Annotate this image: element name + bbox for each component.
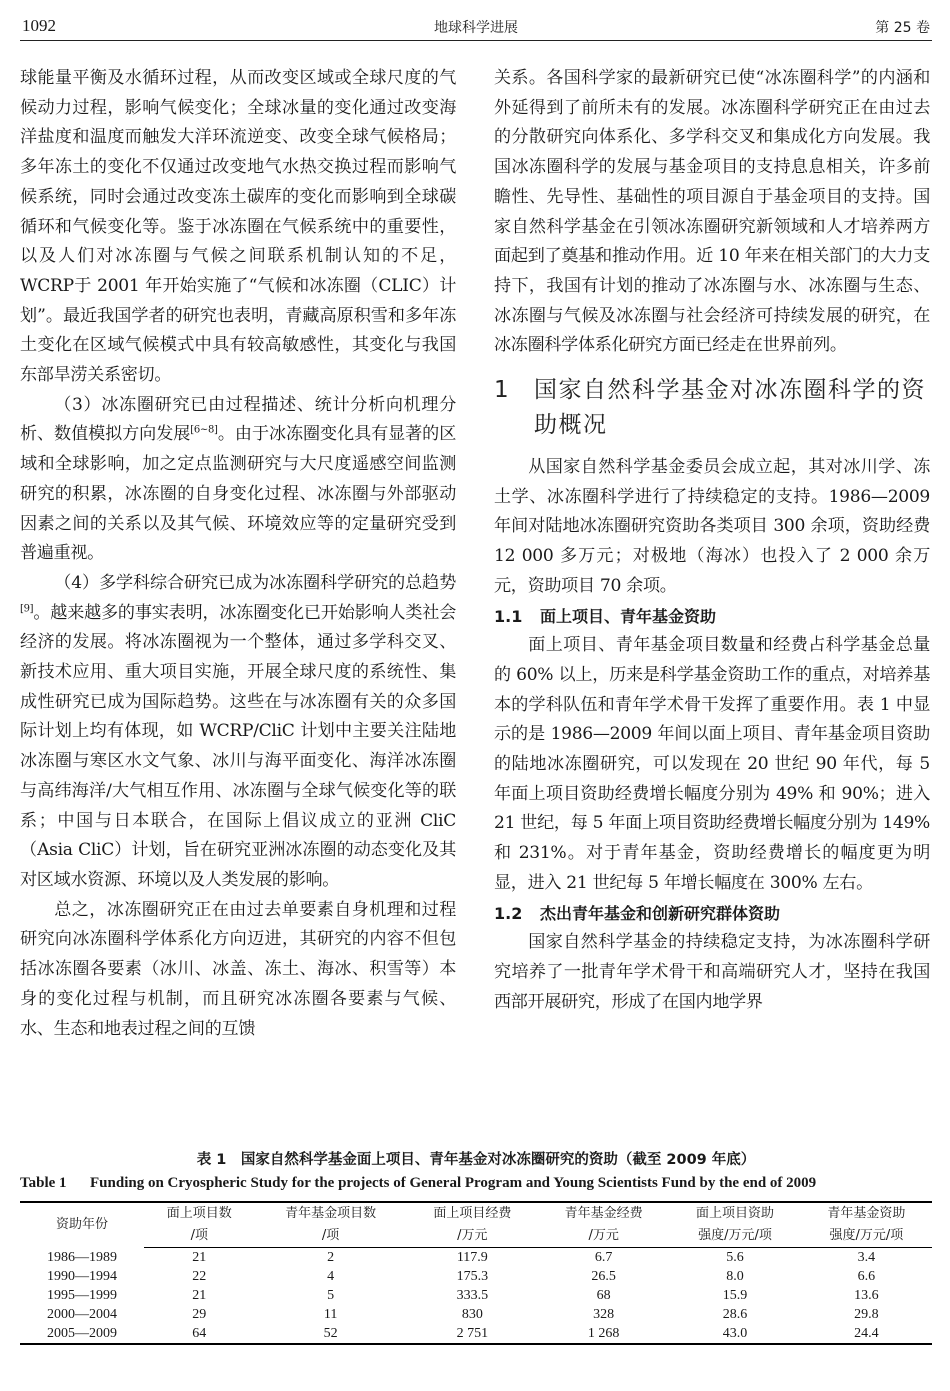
table-cell: 830 [461,1307,483,1322]
table-cell: 21 [192,1288,207,1303]
paragraph: 球能量平衡及水循环过程，从而改变区域或全球尺度的气候动力过程，影响气候变化；全球冰量的变化通过改变海洋盐度和温度而触发大洋环流逆变、改变全球气候格局；多年冻土的变化不仅通过改变地气水热交换过程而影响气候系统，同时会通过改变冻土碳库的变化而影响到全球碳循环和气候变化等。鉴于冰冻圈在气候系统中的重要性，以及人们对冰冻圈与气候之间联系机制认知的不足，WCRP于 2001 年开始实施了“气候和冰冻圈（CLIC）计划”。最近我国学者的研究也表明，青藏高原积雪和多年冻土变化在区域气候模式中具有较高敏感性，其变化与我国东部旱涝关系密切。 [20,68,456,386]
paragraph: （3）冰冻圈研究已由过程描述、统计分析向机理分析、数值模拟方向发展[6~8]。由于冰冻圈变化具有显著的区域和全球影响，加之定点监测研究与大尺度遥感空间监测研究的积累，冰冻圈的自身变化过程、冰冻圈与外部驱动因素之间的关系以及其气候、环境效应等的定量研究受到普遍重视。 [20,394,457,564]
table-cell: 22 [192,1269,207,1284]
table-cell: 2 751 [456,1326,489,1341]
table-cell: 68 [596,1288,611,1303]
paragraph: 从国家自然科学基金委员会成立起，其对冰川学、冻土学、冰冻圈科学进行了持续稳定的支持。1986—2009 年间对陆地冰冻圈研究资助各类项目 300 余项，资助经费 12 000 多万元；对极地（海冰）也投入了 2 000 余万元，资助项目 70 余项。 [494,457,930,596]
header-cell: 青年基金经费 [564,1206,643,1221]
table-cell: 1995—1999 [47,1288,117,1303]
table-cell: 1 268 [587,1326,620,1341]
journal-title: 地球科学进展 [434,20,518,36]
table-cell: 29 [192,1307,207,1322]
table-cell: 2005—2009 [47,1326,117,1341]
table-cell: 5.6 [726,1250,744,1265]
section-number: 1 [494,377,511,404]
page-number: 1092 [22,16,56,35]
header-unit: /万元 [538,1225,669,1248]
header-year: 资助年份 [55,1217,108,1233]
table-cell: 4 [327,1269,335,1284]
paragraph: 总之，冰冻圈研究正在由过去单要素自身机理和过程研究向冰冻圈科学体系化方向迈进，其研究的内容不但包括冰冻圈各要素（冰川、冰盖、冻土、海冰、积雪等）本身的变化过程与机制，而且研究冰冻圈各要素与气候、水、生态和地表过程之间的互馈 [20,899,456,1039]
header-cell: 面上项目数 [166,1206,232,1221]
header-cell: 青年基金资助 [827,1206,906,1221]
table-cell: 5 [327,1288,335,1303]
table-row [20,1305,932,1324]
table-cell: 43.0 [722,1326,748,1341]
table-cell: 29.8 [854,1307,879,1322]
section-heading [494,373,930,443]
table-row [20,1324,932,1344]
table-cell: 11 [323,1307,338,1322]
citation: [9] [20,602,34,614]
table-cell: 24.4 [854,1326,879,1341]
table-cell: 64 [192,1326,207,1341]
header-cell: 面上项目资助 [695,1206,774,1221]
table-cell: 2000—2004 [47,1307,117,1322]
table-cell: 52 [323,1326,338,1341]
paragraph: （4）多学科综合研究已成为冰冻圈科学研究的总趋势[9]。越来越多的事实表明，冰冻圈变化已开始影响人类社会经济的发展。将冰冻圈视为一个整体，通过多学科交叉、新技术应用、重大项目实施，开展全球尺度的系统性、集成性研究已成为国际趋势。这些在与冰冻圈有关的众多国际计划上均有体现，如 WCRP/CliC 计划中主要关注陆地冰冻圈与寒区水文气象、冰川与海平面变化、海洋冰冻圈与高纬海洋/大气相互作用、冰冻圈与全球气候变化等的联系；中国与日本联合，在国际上倡议成立的亚洲 CliC（Asia CliC）计划，旨在研究亚洲冰冻圈的动态变化及其对区域水资源、环境以及人类发展的影响。 [20,572,456,890]
section-title: 国家自然科学基金对冰冻圈科学的资助概况 [534,377,926,439]
paragraph: 国家自然科学基金的持续稳定支持，为冰冻圈科学研究培养了一批青年学术骨干和高端研究人才，坚持在我国西部开展研究，形成了在国内地学界 [494,932,930,1012]
paragraph: 关系。各国科学家的最新研究已使“冰冻圈科学”的内涵和外延得到了前所未有的发展。冰冻圈科学研究正在由过去的分散研究向体系化、多学科交叉和集成化方向发展。我国冰冻圈科学的发展与基金项目的支持息息相关，许多前瞻性、先导性、基础性的项目源自于基金项目的支持。国家自然科学基金在引领冰冻圈研究新领域和人才培养两方面起到了奠基和推动作用。近 10 年来在相关部门的大力支持下，我国有计划的推动了冰冻圈与水、冰冻圈与生态、冰冻圈与气候及冰冻圈与社会经济可持续发展的研究，在冰冻圈科学体系化研究方面已经走在世界前列。 [494,68,930,356]
table-cell: 1986—1989 [47,1249,117,1265]
table-caption-en: Table 1 Funding on Cryospheric Study for the projects of General Program and Young Scientists Fund by the end of 2009 [20,1175,817,1191]
table-cell: 117.9 [456,1250,488,1265]
table-row [20,1267,932,1286]
subsection-heading: 1.1 面上项目、青年基金资助 [494,606,717,626]
table-cell: 6.6 [857,1269,876,1284]
header-cell: 青年基金项目数 [285,1206,377,1221]
table-cell: 28.6 [722,1307,748,1322]
volume-label: 第 25 卷 [875,20,930,36]
header-unit: /项 [255,1225,407,1248]
left-column [20,64,456,1044]
header-unit: /项 [144,1225,255,1248]
right-column [494,64,930,1017]
table-cell: 1990—1994 [47,1269,117,1284]
citation: [6~8] [190,424,218,436]
page-header [20,14,932,41]
table-cell: 8.0 [726,1269,744,1284]
table-row [20,1248,932,1268]
table-row [20,1286,932,1305]
table-cell: 3.4 [857,1250,876,1265]
header-unit: 强度/万元/项 [669,1225,800,1248]
table-cell: 26.5 [591,1269,616,1284]
table-cell: 13.6 [854,1288,879,1303]
table-cell: 328 [593,1307,615,1322]
subsection-heading: 1.2 杰出青年基金和创新研究群体资助 [494,903,781,923]
table-cell: 21 [192,1250,207,1265]
table-cell: 175.3 [456,1269,489,1284]
header-cell: 面上项目经费 [433,1206,512,1221]
table-cell: 2 [327,1250,335,1265]
table-cell: 15.9 [722,1288,748,1303]
funding-table [20,1201,932,1345]
table-cell: 333.5 [456,1288,489,1303]
header-unit: 强度/万元/项 [801,1225,932,1248]
table-caption-cn: 表 1 国家自然科学基金面上项目、青年基金对冰冻圈研究的资助（截至 2009 年底） [196,1152,756,1168]
header-unit: /万元 [407,1225,538,1248]
paragraph: 面上项目、青年基金项目数量和经费占科学基金总量的 60% 以上，历来是科学基金资助工作的重点，对培养基本的学科队伍和青年学术骨干发挥了重要作用。表 1 中显示的是 1986—2009 年间以面上项目、青年基金项目资助的陆地冰冻圈研究，可以发现在 20 世纪 90 年代，每 5 年面上项目资助经费增长幅度分别为 49% 和 90%；进入 21 世纪，每 5 年面上项目资助经费增长幅度分别为 149% 和 231%。对于青年基金，资助经费增长的幅度更为明显，进入 21 世纪每 5 年增长幅度在 300% 左右。 [494,635,930,893]
table-cell: 6.7 [594,1250,613,1265]
